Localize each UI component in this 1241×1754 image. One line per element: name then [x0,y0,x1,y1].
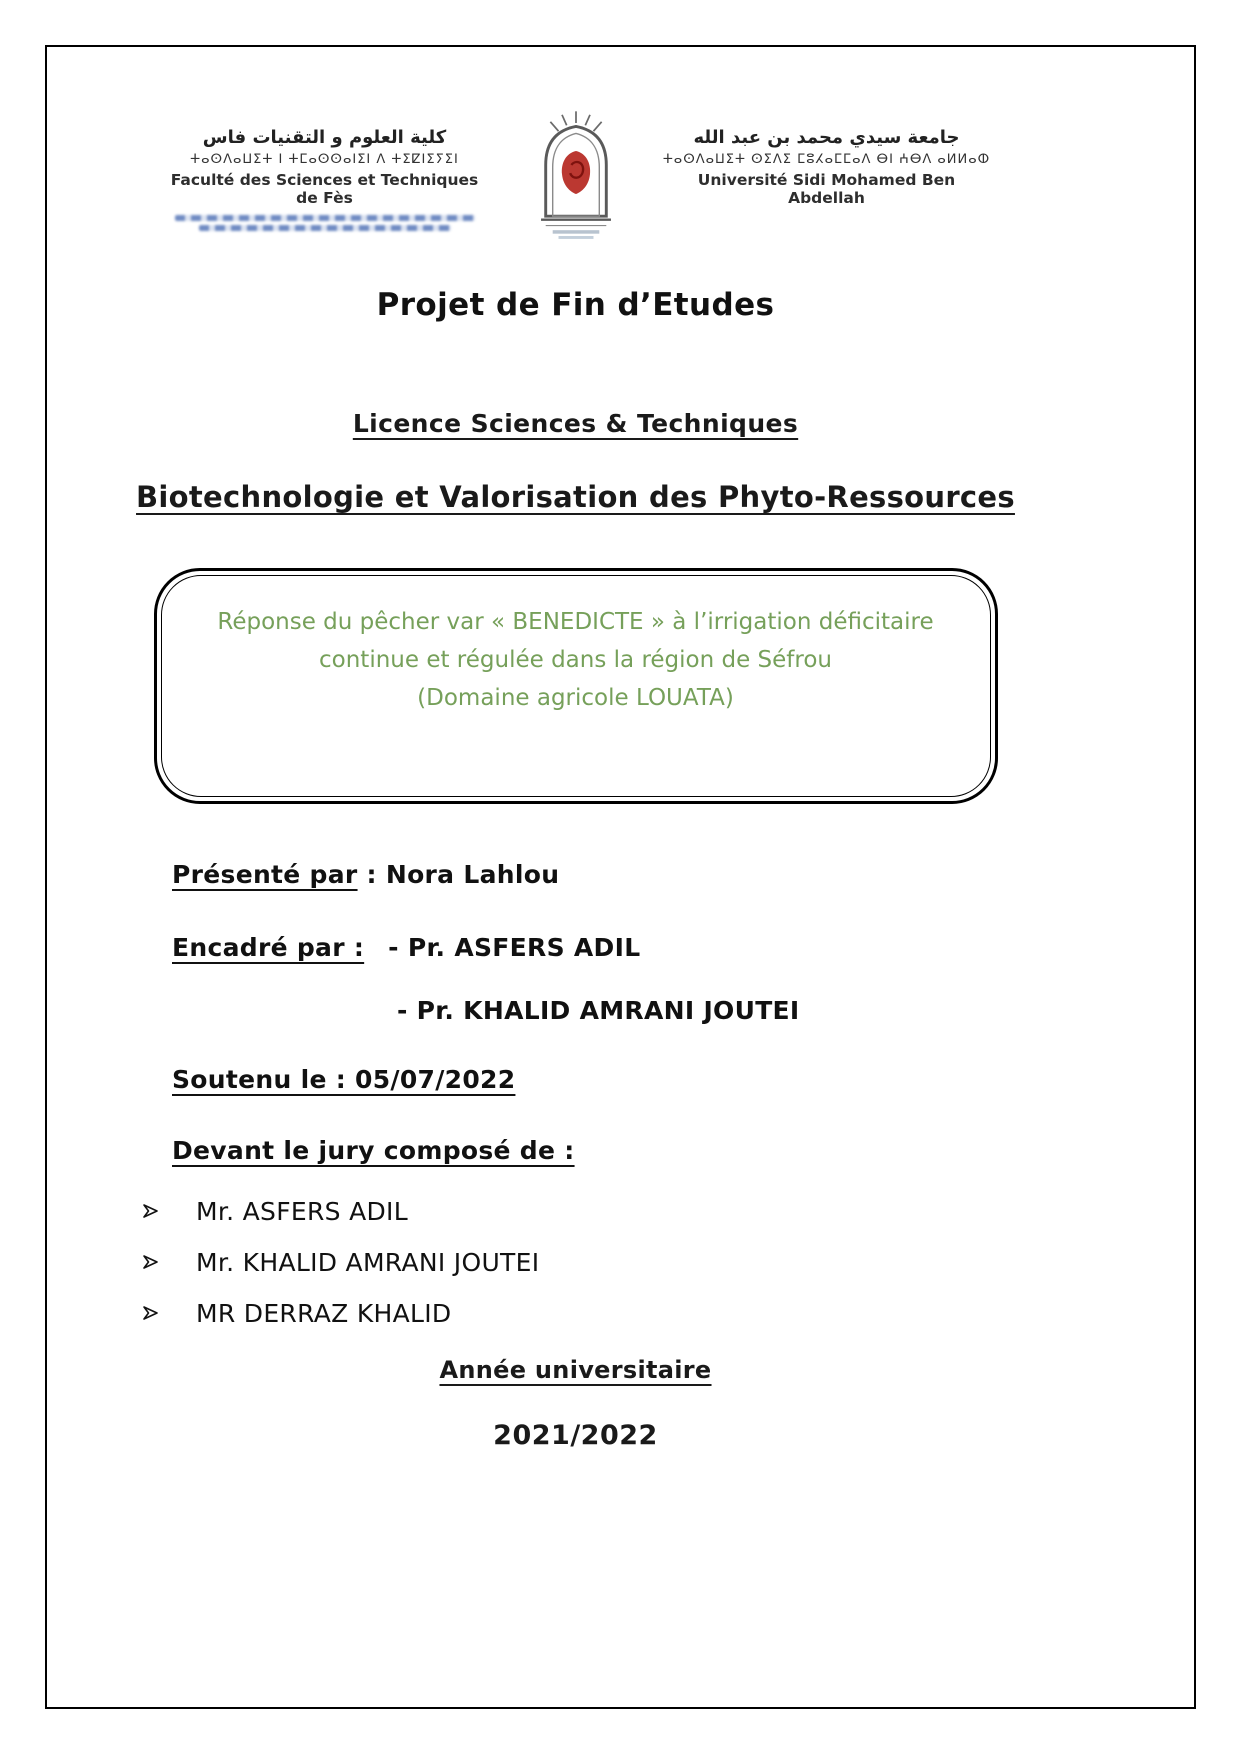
supervisor-2-row [397,996,1054,1025]
topic-line-3: (Domaine agricole LOUATA) [417,684,734,711]
supervised-by-label: Encadré par : [172,932,365,962]
topic-box-inner [161,575,991,797]
jury-member-row [142,1299,1054,1328]
academic-year-label-row [97,1356,1054,1384]
page-title: Projet de Fin d’Etudes [376,287,775,323]
jury-member-row [142,1197,1054,1226]
jury-heading: Devant le jury composé de : [172,1135,575,1165]
supervisor-row [172,933,1054,962]
faculty-block [160,109,490,231]
arrow-bullet-icon [142,1305,160,1321]
defense-date-row [172,1065,1054,1094]
topic-box [154,568,998,804]
jury-member-name: Mr. ASFERS ADIL [196,1196,408,1226]
supervisor-2: - Pr. KHALID AMRANI JOUTEI [397,995,800,1025]
arrow-bullet-icon [142,1254,160,1270]
defense-date: Soutenu le : 05/07/2022 [172,1064,516,1094]
university-logo [516,109,636,243]
supervisor-1: - Pr. ASFERS ADIL [388,932,641,962]
jury-member-name: Mr. KHALID AMRANI JOUTEI [196,1247,540,1277]
page-border [45,45,1196,1709]
university-emblem-icon [517,109,635,243]
page-content [47,47,1194,1707]
specialty-title: Biotechnologie et Valorisation des Phyto-Ressources [136,480,1015,514]
jury-list [142,1197,1054,1328]
topic-line-2: continue et régulée dans la région de Séfrou [319,646,832,673]
faculty-name-french: Faculté des Sciences et Techniques de Fès [170,171,479,207]
presented-by-value: : Nora Lahlou [357,859,560,889]
faculty-name-tifinagh: ⵜⴰⵙⴷⴰⵡⵉⵜ ⵏ ⵜⵎⴰⵙⵙⴰⵏⵉⵏ ⴷ ⵜⵉⵇⵏⵉⵢⵉⵏ [190,152,459,167]
university-block [662,109,992,207]
university-name-tifinagh: ⵜⴰⵙⴷⴰⵡⵉⵜ ⵙⵉⴷⵉ ⵎⵓⵃⴰⵎⵎⴰⴷ ⴱⵏ ⵄⴱⴷ ⴰⵍⵍⴰⵀ [662,152,991,167]
presented-by-label: Présenté par [172,859,358,889]
jury-member-row [142,1248,1054,1277]
arrow-bullet-icon [142,1203,160,1219]
academic-year-label: Année universitaire [439,1355,712,1384]
university-name-arabic: جامعة سيدي محمد بن عبد الله [693,127,960,148]
faculty-name-arabic: كلية العلوم و التقنيات فاس [202,127,447,148]
program-title: Licence Sciences & Techniques [352,409,799,438]
address-line [199,225,451,231]
faculty-address-lines [160,215,490,231]
topic-line-1: Réponse du pêcher var « BENEDICTE » à l’irrigation déficitaire [217,609,934,635]
jury-member-name: MR DERRAZ KHALID [196,1298,452,1328]
jury-heading-row [172,1136,1054,1165]
header [97,109,1054,243]
academic-year-value: 2021/2022 [493,1419,658,1451]
presented-by-row [172,860,1054,889]
university-name-french: Université Sidi Mohamed Ben Abdellah [697,171,956,207]
address-line [175,215,475,221]
